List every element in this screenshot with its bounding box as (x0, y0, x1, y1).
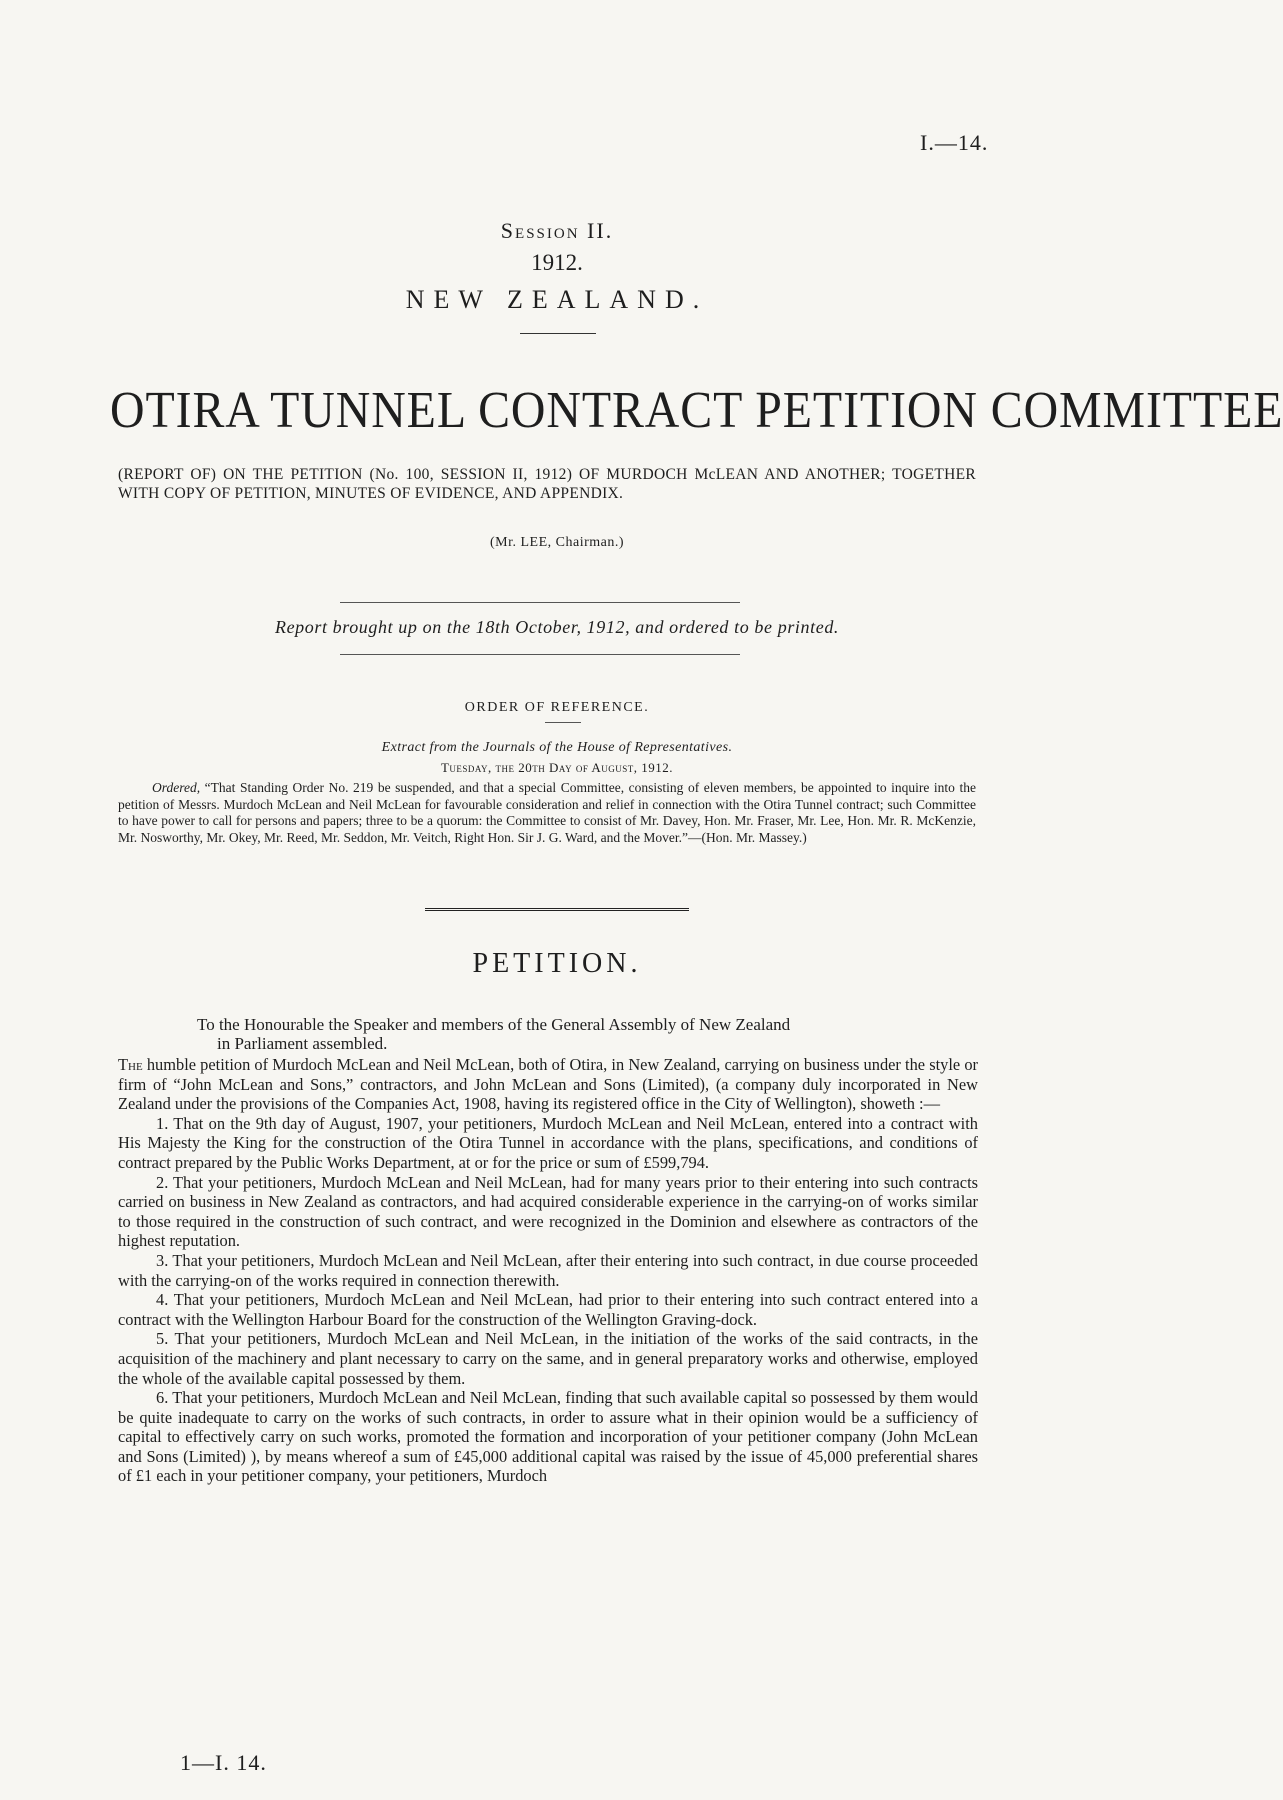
address-line: in Parliament assembled. (217, 1034, 388, 1053)
address-line: To the Honourable the Speaker and members of the General Assembly of New Zealand (197, 1015, 791, 1034)
petition-paragraph: 4. That your petitioners, Murdoch McLean and Neil McLean, had prior to their entering into such contract entered into a contract with the Wellington Harbour Board for the construction of the Wellington Graving-dock. (118, 1290, 978, 1329)
petition-paragraph: 2. That your petitioners, Murdoch McLean and Neil McLean, had for many years prior to their entering into such contracts carried on business in New Zealand as contractors, and had acquired considerable experience in the carrying-on of works similar to those required in the construction of such contract, and were recognized in the Dominion and elsewhere as contractors of the highest reputation. (118, 1172, 978, 1251)
divider-rule (545, 722, 581, 723)
session-label: Session II. (500, 218, 614, 243)
petition-paragraph: 1. That on the 9th day of August, 1907, your petitioners, Murdoch McLean and Neil McLean, entered into a contract with His Majesty the King for the construction of the Otira Tunnel in accordance with the plans, specifications, and conditions of contract prepared by the Public Works Department, at or for the price or sum of £599,794. (118, 1113, 978, 1172)
petition-paragraph: 6. That your petitioners, Murdoch McLean and Neil McLean, finding that such available capital so possessed by them would be quite inadequate to carry on the works of such contracts, in order to assure what in their opinion would be a sufficiency of capital to effectively carry on such works, promoted the formation and incorporation of your petitioner company (John McLean and Sons (Limited) ), by means whereof a sum of £45,000 additional capital was raised by the issue of 45,000 preferential shares of £1 each in your petitioner company, your petitioners, Murdoch (118, 1388, 978, 1486)
report-line: Report brought up on the 18th October, 1912, and ordered to be printed. (274, 617, 840, 637)
divider-rule (340, 654, 740, 655)
order-date-line: Tuesday, the 20th Day of August, 1912. (440, 760, 674, 775)
divider-rule (340, 602, 740, 603)
divider-rule (425, 908, 689, 914)
year-label: 1912. (531, 250, 583, 275)
petition-address (197, 1015, 977, 1053)
divider-rule (520, 333, 596, 334)
intro-text: humble petition of Murdoch McLean and Neil McLean, both of Otira, in New Zealand, carrying on business under the style or firm of “John McLean and Sons,” contractors, and John McLean and Sons (Limited), (a company duly incorporated in New Zealand under the provisions of the Companies Act, 1908, having its registered office in the City of Wellington), showeth :— (118, 1055, 978, 1114)
order-text (118, 780, 976, 846)
document-title: OTIRA TUNNEL CONTRACT PETITION COMMITTEE (110, 382, 1283, 439)
petition-paragraph: 3. That your petitioners, Murdoch McLean and Neil McLean, after their entering into such contract, in due course proceeded with the carrying-on of the works required in connection therewith. (118, 1250, 978, 1290)
document-subtitle: (REPORT OF) ON THE PETITION (No. 100, SESSION II, 1912) OF MURDOCH McLEAN AND ANOTHER; TOGETHER WITH COPY OF PETITION, MINUTES OF EVIDENCE, AND APPENDIX. (118, 466, 976, 502)
petition-heading: PETITION. (472, 948, 642, 979)
order-of-reference-heading: ORDER OF REFERENCE. (464, 700, 650, 715)
petition-paragraph: 5. That your petitioners, Murdoch McLean and Neil McLean, in the initiation of the works of the said contracts, in the acquisition of the machinery and plant necessary to carry on the same, and in general preparatory works and otherwise, employed the whole of the available capital possessed by them. (118, 1329, 978, 1388)
journal-extract-line: Extract from the Journals of the House of Representatives. (381, 740, 733, 755)
intro-lead: The (118, 1055, 143, 1074)
paper-reference: I.—14. (920, 130, 989, 155)
footer-reference: 1—I. 14. (180, 1750, 267, 1775)
petition-intro (118, 1055, 978, 1114)
country-label: NEW ZEALAND. (405, 285, 709, 314)
chairman-line: (Mr. LEE, Chairman.) (489, 535, 625, 550)
ordered-lead: Ordered, (152, 780, 201, 795)
petition-body (118, 1055, 978, 1486)
ordered-body: “That Standing Order No. 219 be suspended, and that a special Committee, consisting of eleven members, be appointed to inquire into the petition of Messrs. Murdoch McLean and Neil McLean for favourable consideration and relief in connection with the Otira Tunnel contract; such Committee to have power to call for persons and papers; three to be a quorum: the Committee to consist of Mr. Davey, Hon. Mr. Fraser, Mr. Lee, Hon. Mr. R. McKenzie, Mr. Nosworthy, Mr. Okey, Mr. Reed, Mr. Seddon, Mr. Veitch, Right Hon. Sir J. G. Ward, and the Mover.”—(Hon. Mr. Massey.) (118, 780, 976, 845)
